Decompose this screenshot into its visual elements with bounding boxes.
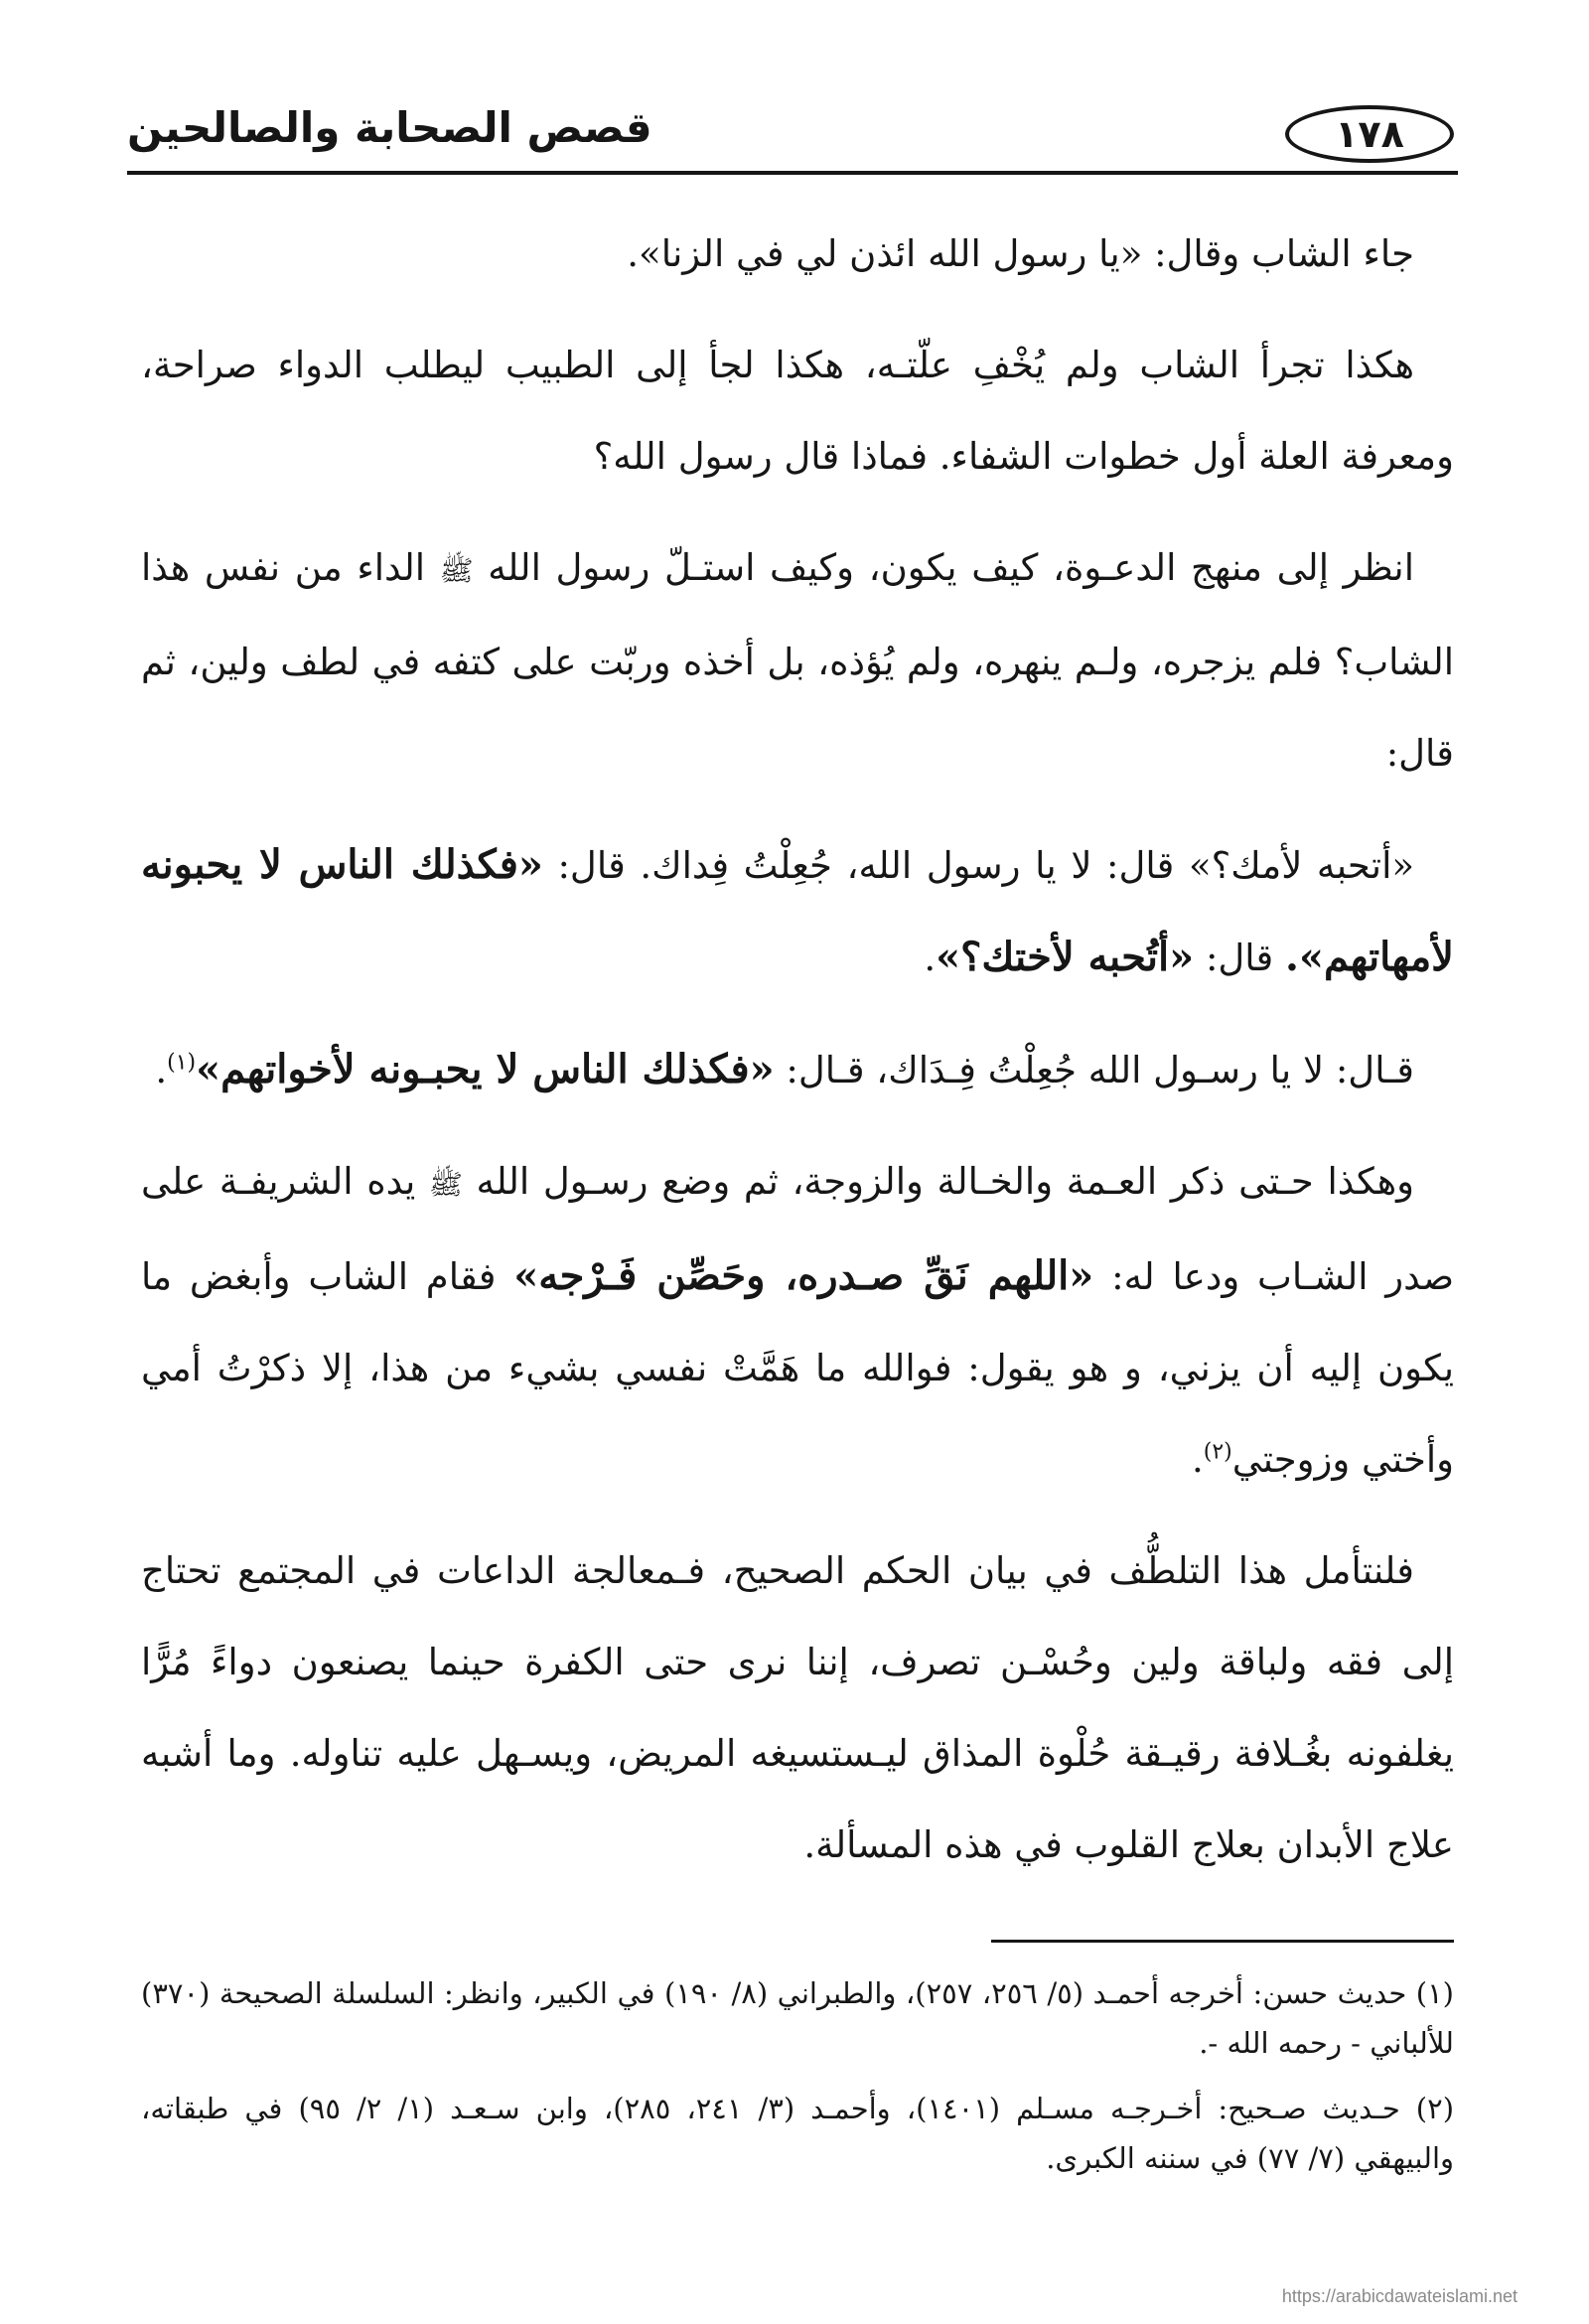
book-title: قصص الصحابة والصالحين bbox=[127, 103, 652, 152]
paragraph-3-text-b: الداء من نفس هذا الشاب؟ فلم يزجره، ولـم ينهره، ولم يُؤذه، بل أخذه وربّت على كتفه في لطف ولين، ثم قال: bbox=[141, 546, 1454, 775]
paragraph-6-text-c: فقام الشاب وأبغض ما يكون إليه أن يزني، و هو يقول: فوالله ما هَمَّتْ نفسي بشيء من هذا، إلا ذكرْتُ أمي وأختي وزوجتي bbox=[141, 1255, 1454, 1481]
source-watermark: https://arabicdawateislami.net bbox=[1281, 2286, 1517, 2306]
page-header bbox=[127, 99, 1458, 179]
paragraph-5 bbox=[141, 1024, 1454, 1116]
paragraph-6-end: . bbox=[1191, 1438, 1204, 1481]
paragraph-7: فلنتأمل هذا التلطُّف في بيان الحكم الصحيح، فـمعالجة الداعات في المجتمع تحتاج إلى فقه ولباقة ولين وحُسْـن تصرف، إننا نرى حتى الكفرة حينما يصنعون دواءً مُرًّا يغلفونه بغُـلافة رقيـقة حُلْوة المذاق ليـستسيغه المريض، ويسـهل عليه تناوله. وما أشبه علاج الأبدان بعلاج القلوب في هذه المسألة. bbox=[141, 1549, 1454, 1866]
paragraph-6-text-b: يده الشريفـة على صدر الشـاب ودعا له: bbox=[141, 1160, 1455, 1298]
footnote-1: (١) حديث حسن: أخرجه أحمـد (٥/ ٢٥٦، ٢٥٧)، والطبراني (٨/ ١٩٠) في الكبير، وانظر: السلسلة الصحيحة (٣٧٠) للألباني - رحمه الله -. bbox=[141, 1976, 1454, 2060]
paragraph-6-text-a: وهكذا حـتى ذكر العـمة والخـالة والزوجة، ثم وضع رسـول الله bbox=[476, 1160, 1414, 1203]
dua-quote: «اللهم نَقِّ صـدره، وحَصِّن فَـرْجه» bbox=[513, 1252, 1094, 1299]
paragraph-4 bbox=[141, 819, 1454, 1004]
paragraph-4-text-a: قال: لا يا رسول الله، جُعِلْتُ فِداك. قال: bbox=[557, 844, 1175, 887]
paragraph-1: جاء الشاب وقال: «يا رسول الله ائذن لي في الزنا». bbox=[627, 232, 1414, 275]
footnote-2: (٢) حـديث صـحيح: أخـرجـه مسـلم (١٤٠١)، وأحمـد (٣/ ٢٤١، ٢٨٥)، وابن سـعـد (١/ ٢/ ٩٥) في طبقاته، والبيهقي (٧/ ٧٧) في سننه الكبرى. bbox=[141, 2092, 1455, 2175]
header-rule bbox=[127, 171, 1458, 175]
footnote-separator bbox=[991, 1940, 1454, 1943]
footnotes bbox=[141, 1968, 1454, 2199]
paragraph-2: هكذا تجرأ الشاب ولم يُخْفِ علّتـه، هكذا لجأ إلى الطبيب ليطلب الدواء صراحة، ومعرفة العلة أول خطوات الشفاء. فماذا قال رسول الله؟ bbox=[141, 344, 1454, 478]
paragraph-3-text-a: انظر إلى منهج الدعـوة، كيف يكون، وكيف استـلّ رسول الله bbox=[488, 546, 1414, 589]
footnote-ref-1[interactable]: (١) bbox=[167, 1050, 197, 1076]
quote-answer-1: «فكذلك الناس لا يحبونه لأمهاتهم». bbox=[141, 841, 1454, 980]
paragraph-5-text: قـال: لا يا رسـول الله جُعِلْتُ فِـدَاك، قـال: bbox=[786, 1049, 1414, 1091]
footnote-ref-2[interactable]: (٢) bbox=[1203, 1439, 1232, 1465]
paragraph-6 bbox=[141, 1136, 1454, 1506]
quote-question-2: «أتُحبه لأختك؟» bbox=[936, 934, 1195, 980]
paragraph-5-end: . bbox=[155, 1049, 168, 1091]
main-text bbox=[141, 209, 1454, 1911]
quote-question-1: «أتحبه لأمك؟» bbox=[1188, 844, 1415, 887]
page-number: ١٧٨ bbox=[1285, 105, 1454, 163]
salawat-symbol: ﷺ bbox=[429, 1168, 463, 1201]
paragraph-4-text-b: قال: bbox=[1205, 937, 1274, 979]
paragraph-3 bbox=[141, 522, 1454, 799]
salawat-symbol: ﷺ bbox=[439, 554, 474, 587]
quote-answer-2: «فكذلك الناس لا يحبـونه لأخواتهم» bbox=[196, 1046, 775, 1092]
paragraph-4-end: . bbox=[924, 937, 937, 979]
